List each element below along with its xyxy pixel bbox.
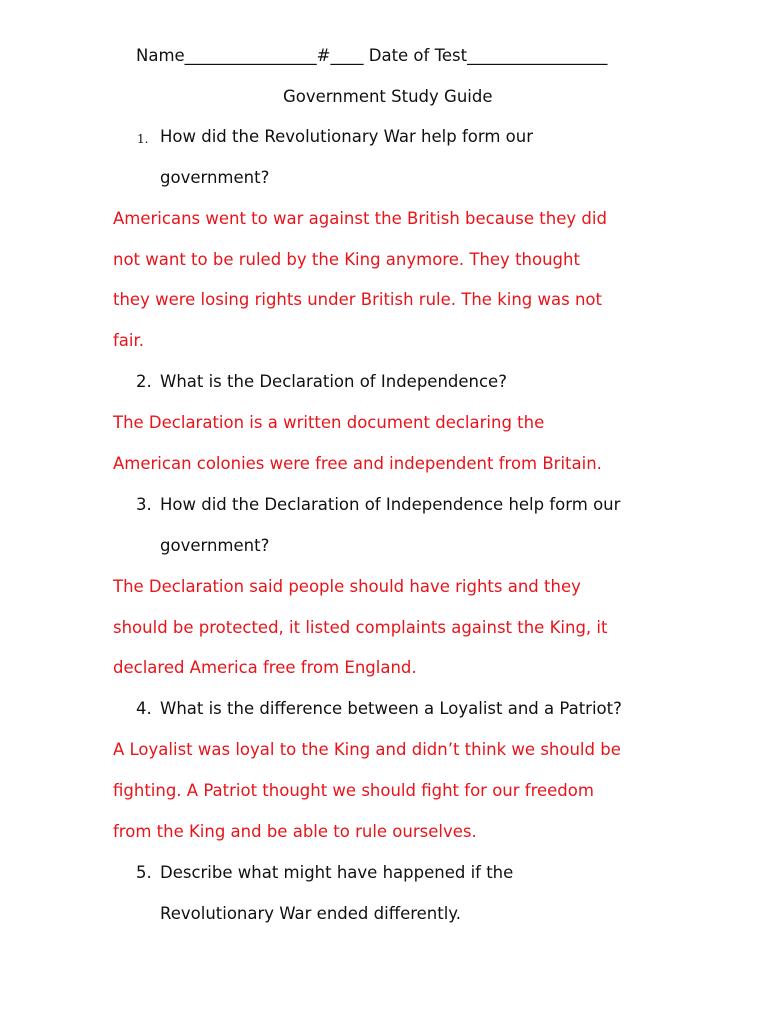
question-3-number: 3. xyxy=(136,495,152,514)
answer-4-line-1: A Loyalist was loyal to the King and didn’t think we should be xyxy=(113,740,621,759)
question-1-line-2: government? xyxy=(160,168,270,187)
answer-1-line-3: they were losing rights under British rule. The king was not xyxy=(113,290,602,309)
question-4-line-1: What is the difference between a Loyalist and a Patriot? xyxy=(160,699,622,718)
question-1-number: 1. xyxy=(137,132,149,146)
question-4-number: 4. xyxy=(136,699,152,718)
question-2-number: 2. xyxy=(136,372,152,391)
question-5-line-1: Describe what might have happened if the xyxy=(160,863,514,882)
question-1-line-1: How did the Revolutionary War help form our xyxy=(160,127,533,146)
question-3-line-1: How did the Declaration of Independence help form our xyxy=(160,495,621,514)
question-5-line-2: Revolutionary War ended differently. xyxy=(160,904,461,923)
page-title: Government Study Guide xyxy=(283,87,493,106)
answer-3-line-1: The Declaration said people should have rights and they xyxy=(113,577,581,596)
answer-2-line-2: American colonies were free and independent from Britain. xyxy=(113,454,602,473)
answer-1-line-2: not want to be ruled by the King anymore. They thought xyxy=(113,250,580,269)
answer-4-line-3: from the King and be able to rule ourselves. xyxy=(113,822,477,841)
question-5-number: 5. xyxy=(136,863,152,882)
question-3-line-2: government? xyxy=(160,536,270,555)
answer-3-line-3: declared America free from England. xyxy=(113,658,417,677)
answer-2-line-1: The Declaration is a written document declaring the xyxy=(113,413,545,432)
answer-1-line-1: Americans went to war against the British because they did xyxy=(113,209,607,228)
name-date-line: Name________________#____ Date of Test_________________ xyxy=(136,46,608,65)
answer-1-line-4: fair. xyxy=(113,331,145,350)
answer-4-line-2: fighting. A Patriot thought we should fight for our freedom xyxy=(113,781,594,800)
question-2-line-1: What is the Declaration of Independence? xyxy=(160,372,507,391)
answer-3-line-2: should be protected, it listed complaints against the King, it xyxy=(113,618,608,637)
